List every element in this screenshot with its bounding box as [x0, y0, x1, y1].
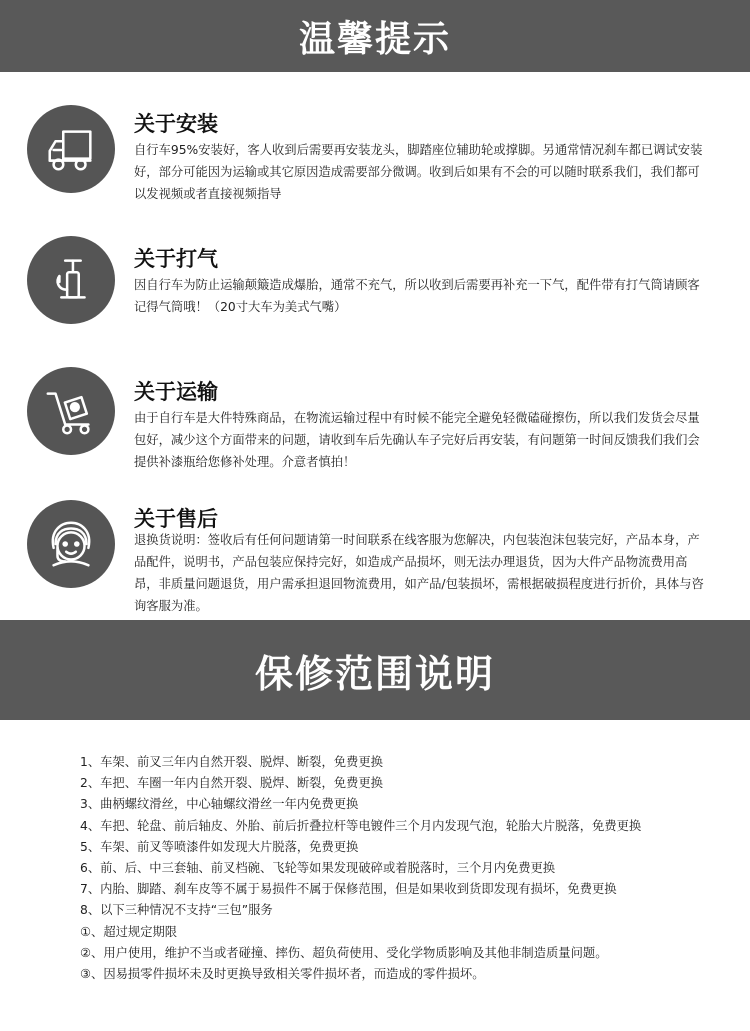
warranty-item: ③、因易损零件损坏未及时更换导致相关零件损坏者，而造成的零件损坏。 — [80, 966, 485, 981]
warranty-item: 4、车把、轮盘、前后轴皮、外胎、前后折叠拉杆等电镀件三个月内发现气泡，轮胎大片脱落，免费更换 — [80, 818, 642, 833]
section-body: 因自行车为防止运输颠簸造成爆胎，通常不充气，所以收到后需要再补充一下气，配件带有打气筒请顾客记得气筒哦！（20寸大车为美式气嘴） — [134, 278, 700, 314]
warranty-item: 7、内胎、脚踏、刹车皮等不属于易损件不属于保修范围，但是如果收到货即发现有损坏，免费更换 — [80, 882, 617, 897]
warranty-item: 2、车把、车圈一年内自然开裂、脱焊、断裂，免费更换 — [80, 776, 383, 791]
section-title: 关于安装 — [134, 112, 218, 136]
warranty-item: ②、用户使用，维护不当或者碰撞、摔伤、超负荷使用、受化学物质影响及其他非制造质量问题。 — [80, 945, 608, 960]
section-title: 关于售后 — [134, 507, 218, 531]
warranty-item: 3、曲柄螺纹滑丝，中心轴螺纹滑丝一年内免费更换 — [80, 797, 359, 812]
section-title: 关于运输 — [134, 380, 218, 404]
truck-icon — [27, 105, 115, 193]
customer-service-icon — [27, 500, 115, 588]
tips-title: 温馨提示 — [298, 18, 451, 60]
section-body: 退换货说明：签收后有任何问题请第一时间联系在线客服为您解决，内包装泡沫包装完好，产品本身，产品配件，说明书，产品包装应保持完好，如造成产品损坏，则无法办理退货，因为大件产品物流费用高昂，非质量问题退货，用户需承担退回物流费用，如产品/包装损坏，需根据破损程度进行折价，具体与咨询客服为准。 — [134, 533, 704, 613]
warranty-item: 6、前、后、中三套轴、前叉档碗、飞轮等如果发现破碎或着脱落时，三个月内免费更换 — [80, 860, 556, 875]
warranty-item: 8、以下三种情况不支持“三包”服务 — [80, 903, 273, 918]
warranty-item: ①、超过规定期限 — [80, 924, 178, 939]
section-body: 由于自行车是大件特殊商品，在物流运输过程中有时候不能完全避免轻微磕碰擦伤，所以我们发货会尽量包好，减少这个方面带来的问题，请收到车后先确认车子完好后再安装，有问题第一时间反馈我们我们会提供补漆瓶给您修补处理。介意者慎拍！ — [134, 411, 700, 469]
tips-header — [0, 0, 750, 72]
section-title: 关于打气 — [134, 247, 218, 271]
warranty-header — [0, 620, 750, 720]
hand-truck-icon — [27, 367, 115, 455]
warranty-list — [80, 752, 720, 985]
air-pump-icon — [27, 236, 115, 324]
warranty-title: 保修范围说明 — [254, 651, 495, 696]
section-body: 自行车95%安装好，客人收到后需要再安装龙头，脚踏座位辅助轮或撑脚。另通常情况刹车都已调试安装好，部分可能因为运输或其它原因造成需要部分微调。收到后如果有不会的可以随时联系我们，我们都可以发视频或者直接视频指导 — [134, 143, 703, 201]
warranty-item: 5、车架、前叉等喷漆件如发现大片脱落，免费更换 — [80, 839, 359, 854]
warranty-item: 1、车架、前叉三年内自然开裂、脱焊、断裂，免费更换 — [80, 755, 383, 769]
